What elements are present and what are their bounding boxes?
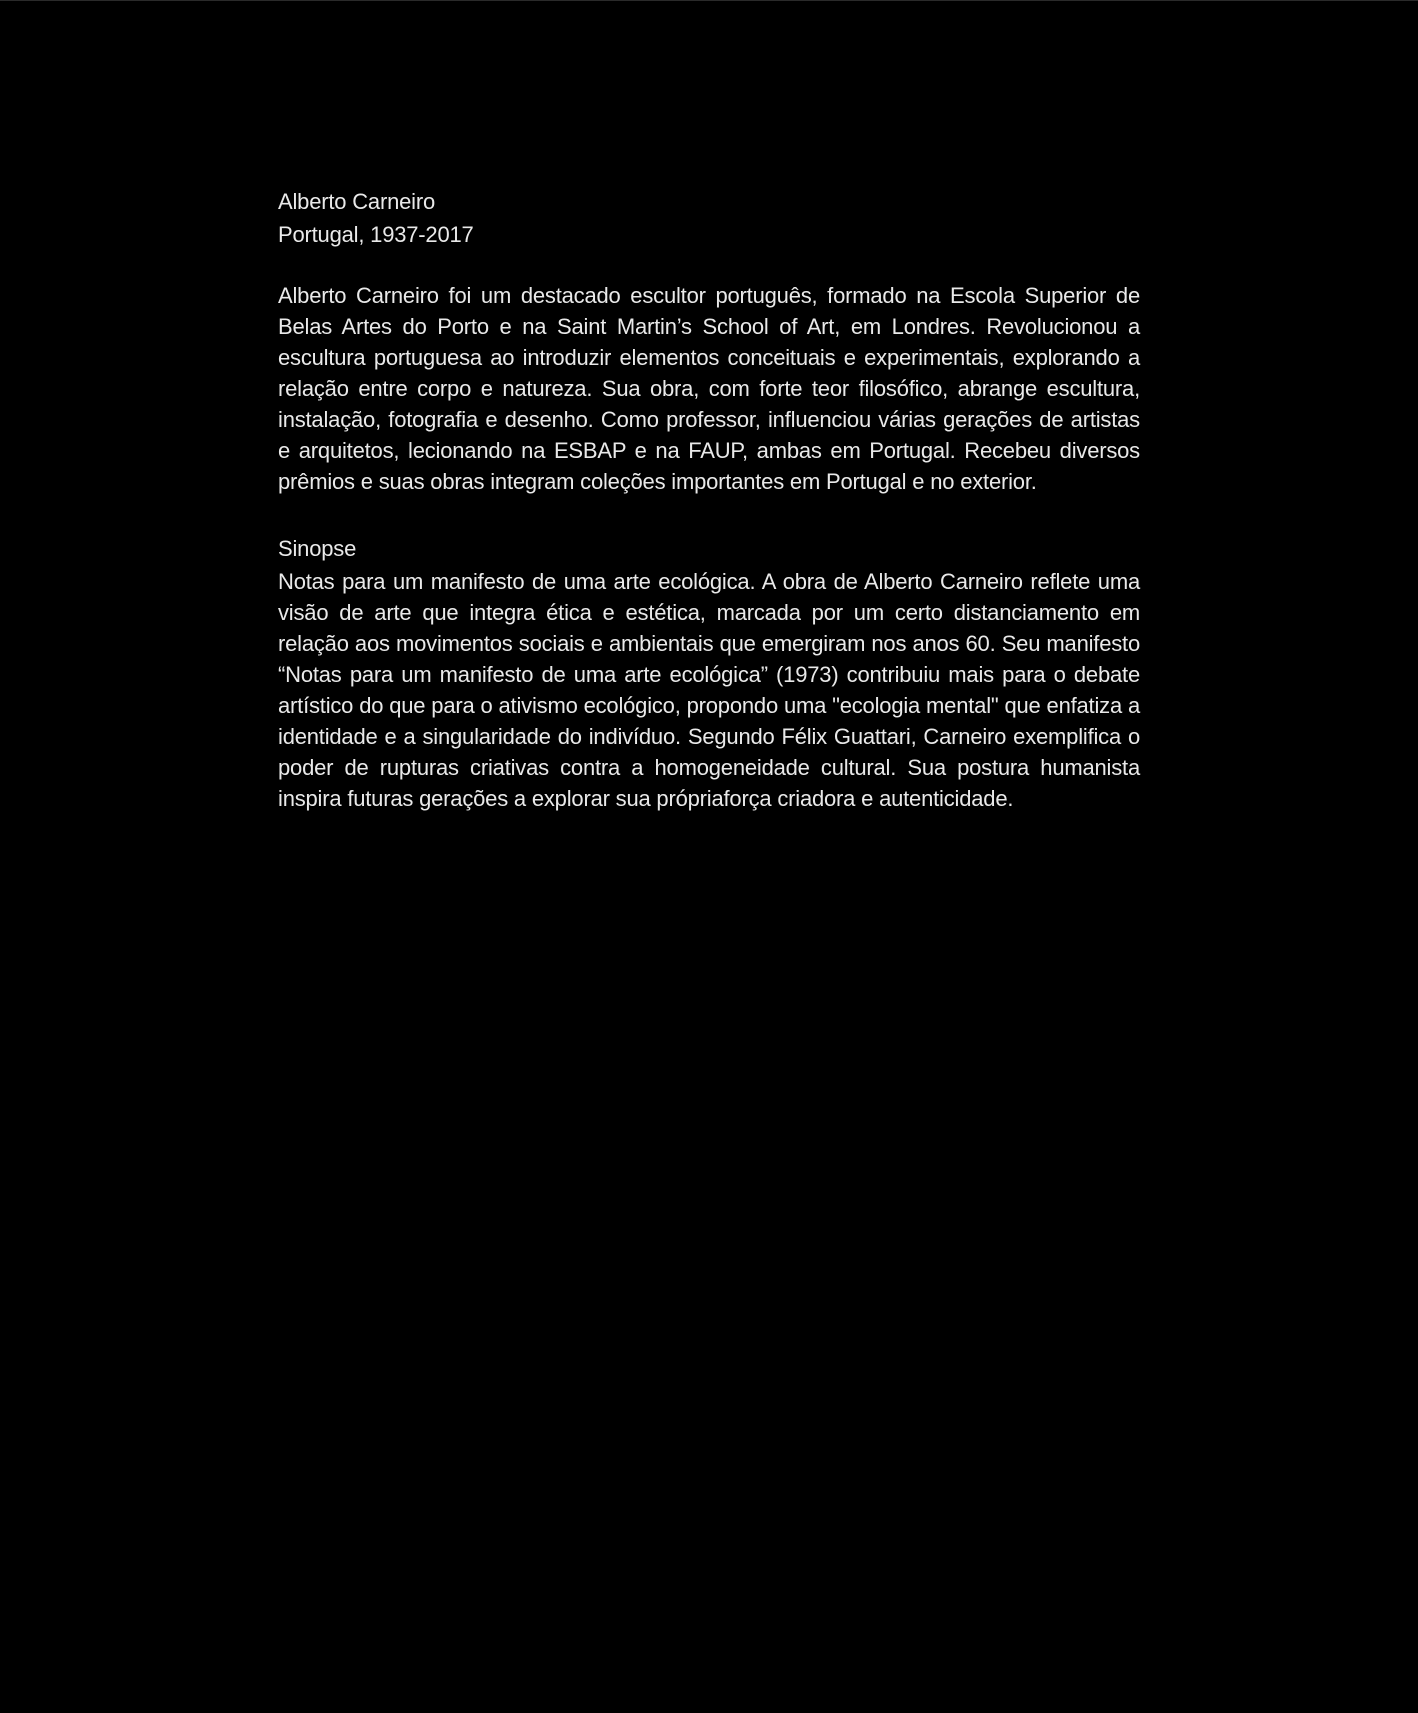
synopsis-title: Sinopse [278, 536, 357, 561]
artist-origin: Portugal, 1937-2017 [278, 222, 474, 247]
artist-bio: Alberto Carneiro foi um destacado escultor português, formado na Escola Superior de Belas Artes do Porto e na Saint Martin’s School of Art, em Londres. Revolucionou a escultura portuguesa ao introduzir elementos conceituais e experimentais, explorando a relação entre corpo e natureza. Sua obra, com forte teor filosófico, abrange escultura, instalação, fotografia e desenho. Como professor, influenciou várias gerações de artistas e arquitetos, lecionando na ESBAP e na FAUP, ambas em Portugal. Recebeu diversos prêmios e suas obras integram coleções importantes em Portugal e no exterior. [278, 283, 1140, 494]
artist-name: Alberto Carneiro [278, 189, 435, 214]
text-column [278, 186, 1140, 814]
synopsis-text: Notas para um manifesto de uma arte ecológica. A obra de Alberto Carneiro reflete uma visão de arte que integra ética e estética, marcada por um certo distanciamento em relação aos movimentos sociais e ambientais que emergiram nos anos 60. Seu manifesto “Notas para um manifesto de uma arte ecológica” (1973) contribuiu mais para o debate artístico do que para o ativismo ecológico, propondo uma "ecologia mental" que enfatiza a identidade e a singularidade do indivíduo. Segundo Félix Guattari, Carneiro exemplifica o poder de rupturas criativas contra a homogeneidade cultural. Sua postura humanista inspira futuras gerações a explorar sua própriaforça criadora e autenticidade. [278, 569, 1140, 811]
